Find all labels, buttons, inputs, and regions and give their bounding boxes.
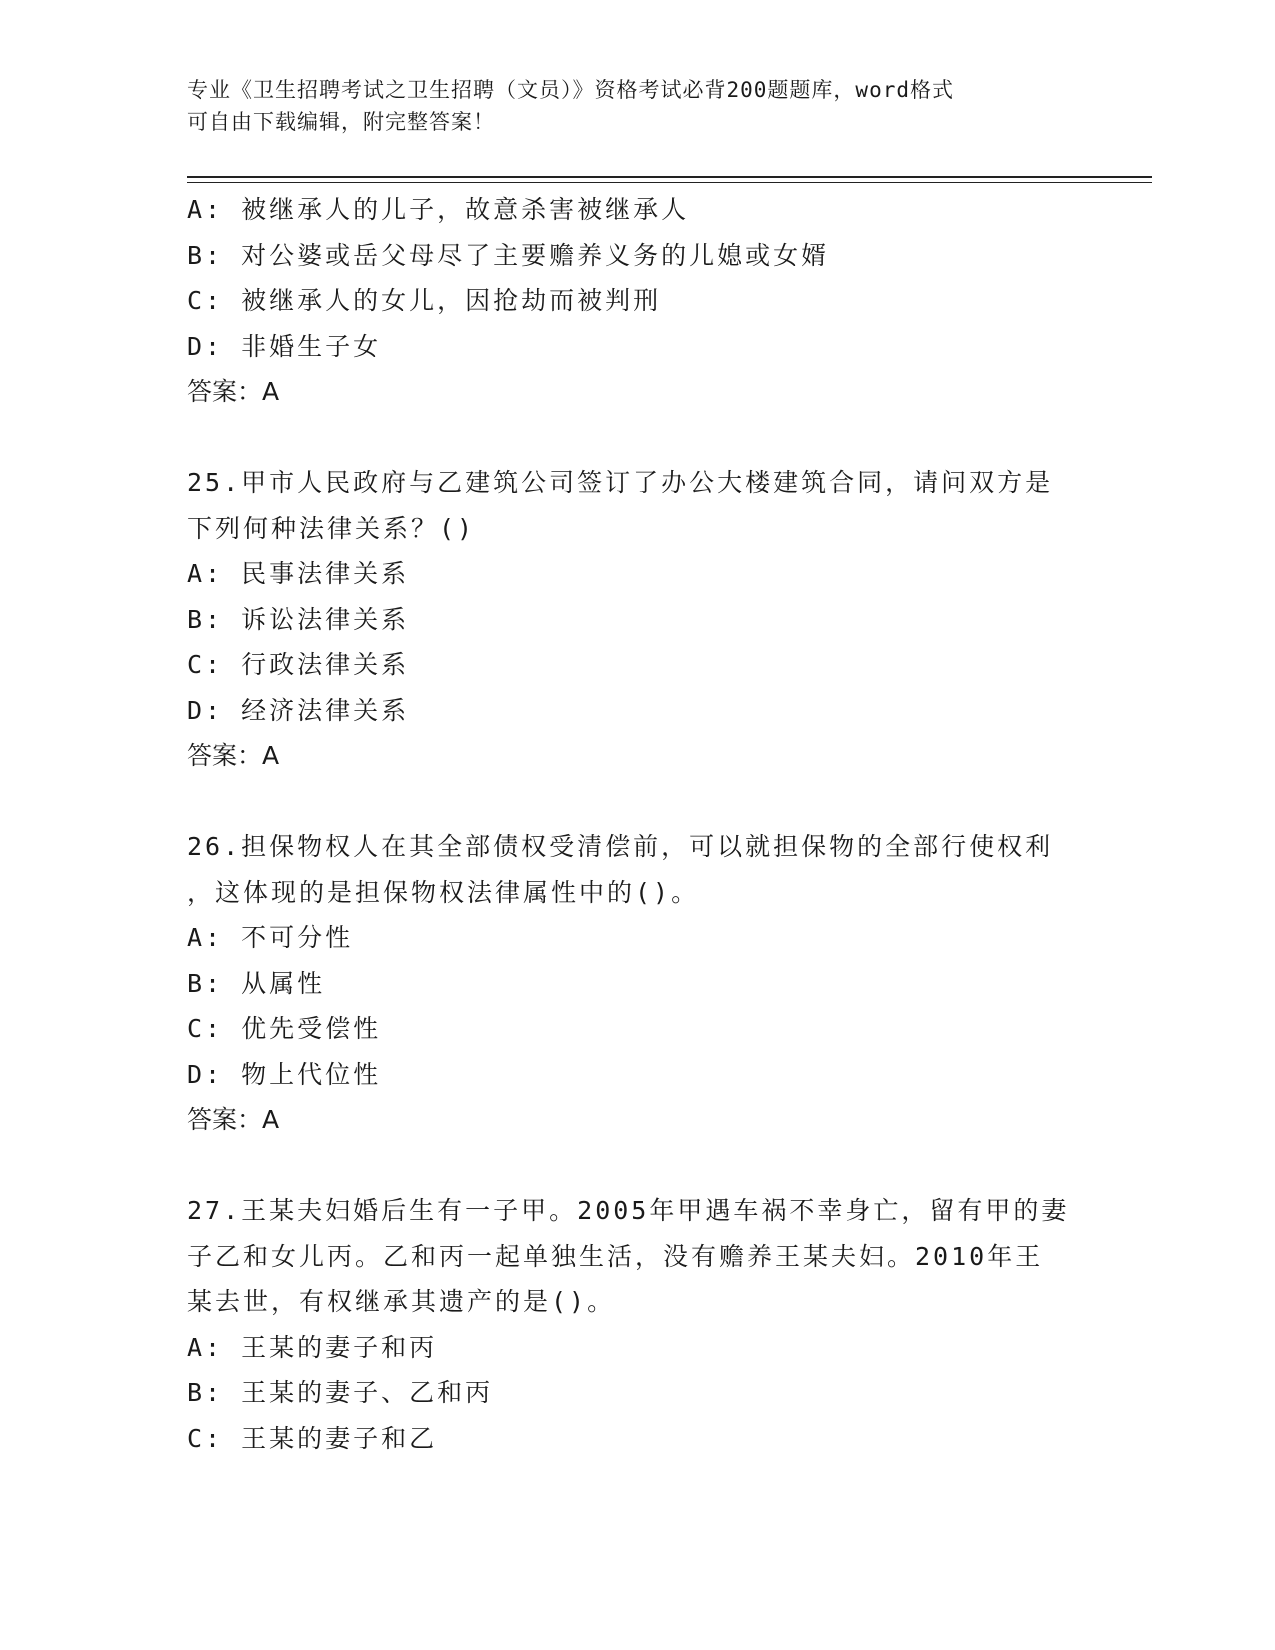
option-a: A: 不可分性 — [187, 923, 354, 952]
header-line-1: 专业《卫生招聘考试之卫生招聘（文员）》资格考试必背200题题库，word格式 — [187, 78, 954, 102]
question-block-26 — [187, 824, 1087, 1143]
question-block-27 — [187, 1188, 1087, 1461]
option-b: B: 对公婆或岳父母尽了主要赡养义务的儿媳或女婿 — [187, 240, 830, 270]
question-stem-line: 25.甲市人民政府与乙建筑公司签订了办公大楼建筑合同，请问双方是 — [187, 468, 1054, 497]
question-block-25 — [187, 460, 1087, 779]
document-header — [187, 74, 1067, 138]
option-a: A: 民事法律关系 — [187, 559, 410, 588]
question-block-prev — [187, 187, 1087, 415]
option-c: C: 行政法律关系 — [187, 650, 410, 679]
header-rule-bottom — [187, 182, 1152, 183]
option-a: A: 王某的妻子和丙 — [187, 1332, 438, 1362]
question-stem-line: ，这体现的是担保物权法律属性中的()。 — [187, 877, 700, 907]
option-c: C: 被继承人的女儿，因抢劫而被判刑 — [187, 286, 662, 315]
header-rule-top — [187, 176, 1152, 178]
option-b: B: 从属性 — [187, 968, 326, 998]
spacer — [187, 779, 1087, 825]
option-c: C: 优先受偿性 — [187, 1014, 382, 1043]
option-b: B: 诉讼法律关系 — [187, 604, 410, 634]
question-stem-line: 27.王某夫妇婚后生有一子甲。2005年甲遇车祸不幸身亡，留有甲的妻 — [187, 1196, 1070, 1225]
option-c: C: 王某的妻子和乙 — [187, 1423, 438, 1453]
question-stem-line: 子乙和女儿丙。乙和丙一起单独生活，没有赡养王某夫妇。2010年王 — [187, 1241, 1044, 1271]
answer-label: 答案：A — [187, 377, 280, 406]
question-stem-line: 某去世，有权继承其遗产的是()。 — [187, 1287, 616, 1316]
answer-label: 答案：A — [187, 1105, 280, 1134]
spacer — [187, 1143, 1087, 1189]
option-a: A: 被继承人的儿子，故意杀害被继承人 — [187, 195, 690, 224]
option-d: D: 经济法律关系 — [187, 695, 410, 725]
answer-label: 答案：A — [187, 741, 280, 770]
question-stem-line: 26.担保物权人在其全部债权受清偿前，可以就担保物的全部行使权利 — [187, 832, 1054, 861]
header-line-2: 可自由下载编辑，附完整答案！ — [187, 110, 495, 134]
question-list — [187, 187, 1087, 1461]
option-d: D: 物上代位性 — [187, 1059, 382, 1089]
question-stem-line: 下列何种法律关系？() — [187, 513, 476, 543]
option-b: B: 王某的妻子、乙和丙 — [187, 1378, 494, 1407]
spacer — [187, 415, 1087, 461]
option-d: D: 非婚生子女 — [187, 331, 382, 361]
